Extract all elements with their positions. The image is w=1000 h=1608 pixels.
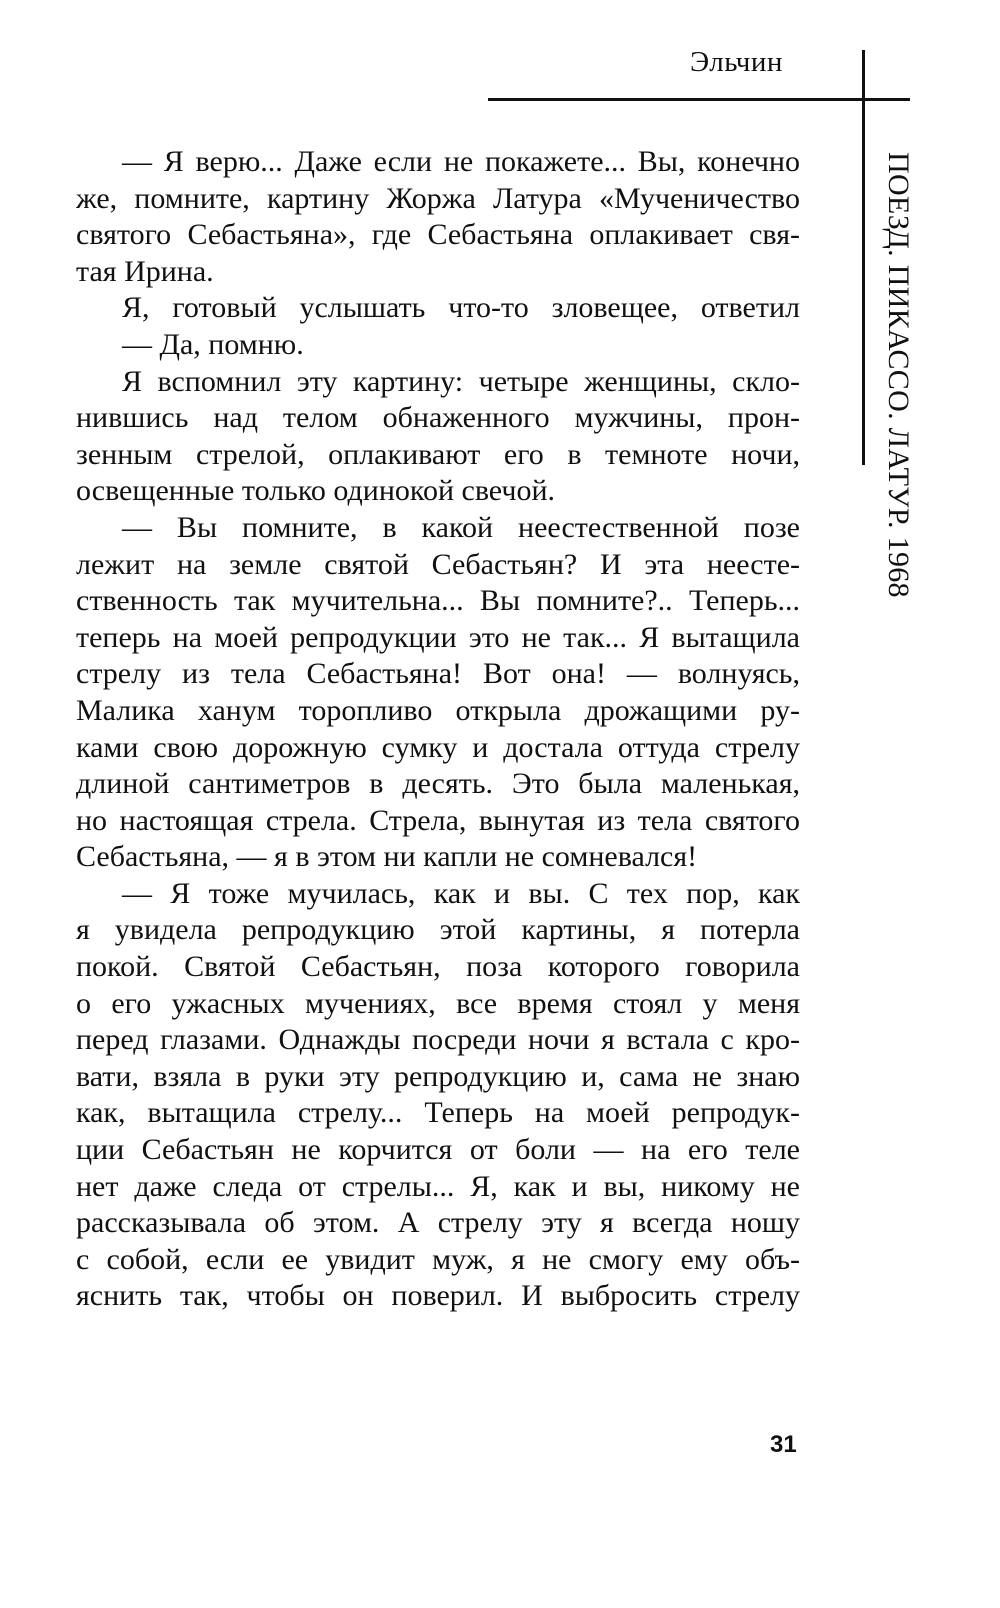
- text-line: длиной сантиметров в десять. Это была маленькая,: [76, 767, 800, 801]
- body-text: [76, 144, 800, 1315]
- text-line: ственность так мучительна... Вы помните?.. Теперь...: [76, 584, 800, 618]
- text-line: покой. Святой Себастьян, поза которого говорила: [76, 950, 800, 984]
- text-line: Я, готовый услышать что-то зловещее, ответил: [122, 291, 800, 325]
- text-line: Малика ханум торопливо открыла дрожащими ру-: [76, 693, 800, 727]
- text-line: святого Себастьяна», где Себастьяна оплакивает свя-: [76, 218, 800, 252]
- text-line: — Да, помню.: [122, 327, 304, 361]
- text-line: — Я верю... Даже если не покажете... Вы, конечно: [122, 145, 800, 178]
- text-line: яснить так, чтобы он поверил. И выбросить стрелу: [76, 1279, 800, 1313]
- text-line: тая Ирина.: [76, 254, 214, 288]
- text-line: стрелу из тела Себастьяна! Вот она! — волнуясь,: [76, 657, 800, 691]
- text-line: Себастьяна, — я в этом ни капли не сомневался!: [76, 840, 698, 874]
- running-header-author: Эльчин: [690, 46, 783, 78]
- text-line: же, помните, картину Жоржа Латура «Мученичество: [76, 181, 800, 215]
- text-line: нет даже следа от стрелы... Я, как и вы, никому не: [76, 1169, 800, 1203]
- header-rule: [488, 98, 910, 101]
- text-line: нившись над телом обнаженного мужчины, прон-: [76, 401, 800, 435]
- text-line: освещенные только одинокой свечой.: [76, 474, 556, 508]
- text-line: как, вытащила стрелу... Теперь на моей репродук-: [76, 1096, 800, 1130]
- text-line: ции Себастьян не корчится от боли — на его теле: [76, 1133, 800, 1167]
- text-line: лежит на земле святой Себастьян? И эта неесте-: [76, 547, 800, 581]
- text-line: Я вспомнил эту картину: четыре женщины, скло-: [122, 364, 800, 398]
- page-number: 31: [770, 1431, 797, 1458]
- text-line: но настоящая стрела. Стрела, вынутая из тела святого: [76, 803, 800, 837]
- margin-rule: [862, 50, 865, 465]
- text-line: — Вы помните, в какой неестественной позе: [122, 510, 800, 544]
- text-line: с собой, если ее увидит муж, я не смогу ему объ-: [76, 1242, 800, 1276]
- text-line: перед глазами. Однажды посреди ночи я встала с кро-: [76, 1023, 800, 1057]
- text-line: я увидела репродукцию этой картины, я потерла: [76, 913, 800, 947]
- text-line: ками свою дорожную сумку и достала оттуда стрелу: [76, 730, 800, 764]
- text-line: теперь на моей репродукции это не так... Я вытащила: [76, 620, 800, 654]
- text-line: о его ужасных мучениях, все время стоял у меня: [76, 986, 800, 1020]
- text-line: — Я тоже мучилась, как и вы. С тех пор, как: [122, 876, 800, 910]
- text-line: зенным стрелой, оплакивают его в темноте ночи,: [76, 437, 800, 471]
- text-line: вати, взяла в руки эту репродукцию и, сама не знаю: [76, 1059, 800, 1093]
- text-line: рассказывала об этом. А стрелу эту я всегда ношу: [76, 1206, 800, 1240]
- running-side-title: ПОЕЗД. ПИКАССО. ЛАТУР. 1968: [882, 152, 915, 598]
